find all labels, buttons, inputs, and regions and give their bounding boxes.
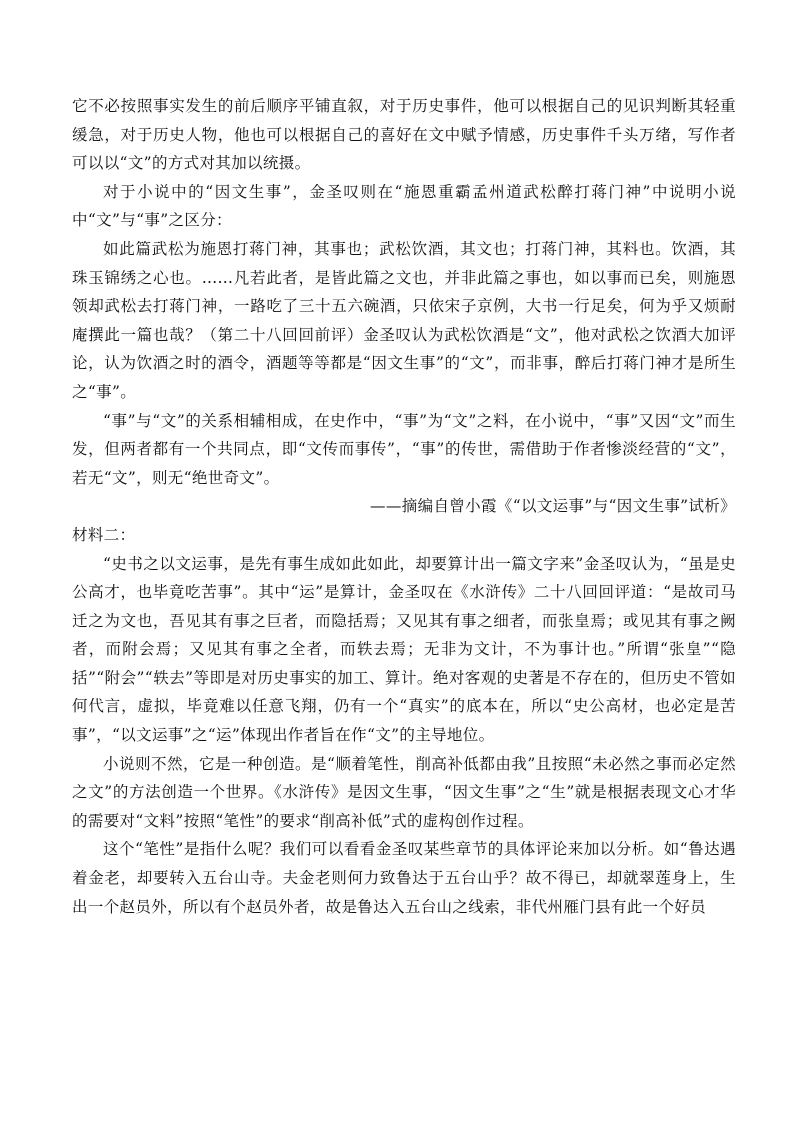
paragraph-continuation: 它不必按照事实发生的前后顺序平铺直叙，对于历史事件，他可以根据自己的见识判断其轻重缓急，对于历史人物，他也可以根据自己的喜好在文中赋予情感，历史事件千头万绪，写作者可以以“文”的方式对其加以统摄。: [72, 97, 736, 173]
source-citation: ——摘编自曾小霞《“以文运事”与“因文生事”试析》: [370, 497, 736, 516]
paragraph-novel-distinction: 对于小说中的“因文生事”，金圣叹则在“施恩重霸孟州道武松醉打蒋门神”中说明小说中“文”与“事”之区分：: [72, 182, 736, 230]
paragraph-brush-nature: 这个“笔性”是指什么呢？我们可以看看金圣叹某些章节的具体评论来加以分析。如“鲁达遇着金老，却要转入五台山寺。夫金老则何力致鲁达于五台山乎？故不得已，却就翠莲身上，生出一个赵员外，所以有个赵员外者，故是鲁达入五台山之线索，非代州雁门县有此一个好员: [72, 840, 736, 916]
paragraph-novel-creation: 小说则不然，它是一种创造。是“顺着笔性，削高补低都由我”且按照“未必然之事而必定然之文”的方法创造一个世界。《水浒传》是因文生事，“因文生事”之“生”就是根据表现文心才华的需要对“文料”按照“笔性”的要求“削高补低”式的虚构创作过程。: [72, 754, 736, 830]
section-heading-material-two: 材料二：: [72, 525, 136, 544]
paragraph-history-writing: “史书之以文运事，是先有事生成如此如此，却要算计出一篇文字来”金圣叹认为，“虽是史公高才，也毕竟吃苦事”。其中“运”是算计，金圣叹在《水浒传》二十八回回评道：“是故司马迁之为文也，吾见其有事之巨者，而隐括焉；又见其有事之细者，而张皇焉；或见其有事之阙者，而附会焉；又见其有事之全者，而轶去焉；无非为文计，不为事计也。”所谓“张皇”“隐括”“附会”“轶去”等即是对历史事实的加工、算计。绝对客观的史著是不存在的，但历史不管如何代言，虚拟，毕竟难以任意飞翔，仍有一个“真实”的底本在，所以“史公高材，也必定是苦事”，“以文运事”之“运”体现出作者旨在作“文”的主导地位。: [72, 554, 736, 745]
paragraph-quotation: 如此篇武松为施恩打蒋门神，其事也；武松饮酒，其文也；打蒋门神，其料也。饮酒，其珠玉锦绣之心也。……凡若此者，是皆此篇之文也，并非此篇之事也，如以事而已矣，则施恩领却武松去打蒋门神，一路吃了三十五六碗酒，只依宋子京例，大书一行足矣，何为乎又烦耐庵撰此一篇也哉？（第二十八回回前评）金圣叹认为武松饮酒是“文”，他对武松之饮酒大加评论，认为饮酒之时的酒令，酒题等等都是“因文生事”的“文”，而非事，醉后打蒋门神才是所生之“事”。: [72, 239, 736, 401]
document-page: [72, 92, 736, 921]
paragraph-relationship: “事”与“文”的关系相辅相成，在史作中，“事”为“文”之料，在小说中，“事”又因“文”而生发，但两者都有一个共同点，即“文传而事传”，“事”的传世，需借助于作者惨淡经营的“文”，若无“文”，则无“绝世奇文”。: [72, 411, 736, 487]
